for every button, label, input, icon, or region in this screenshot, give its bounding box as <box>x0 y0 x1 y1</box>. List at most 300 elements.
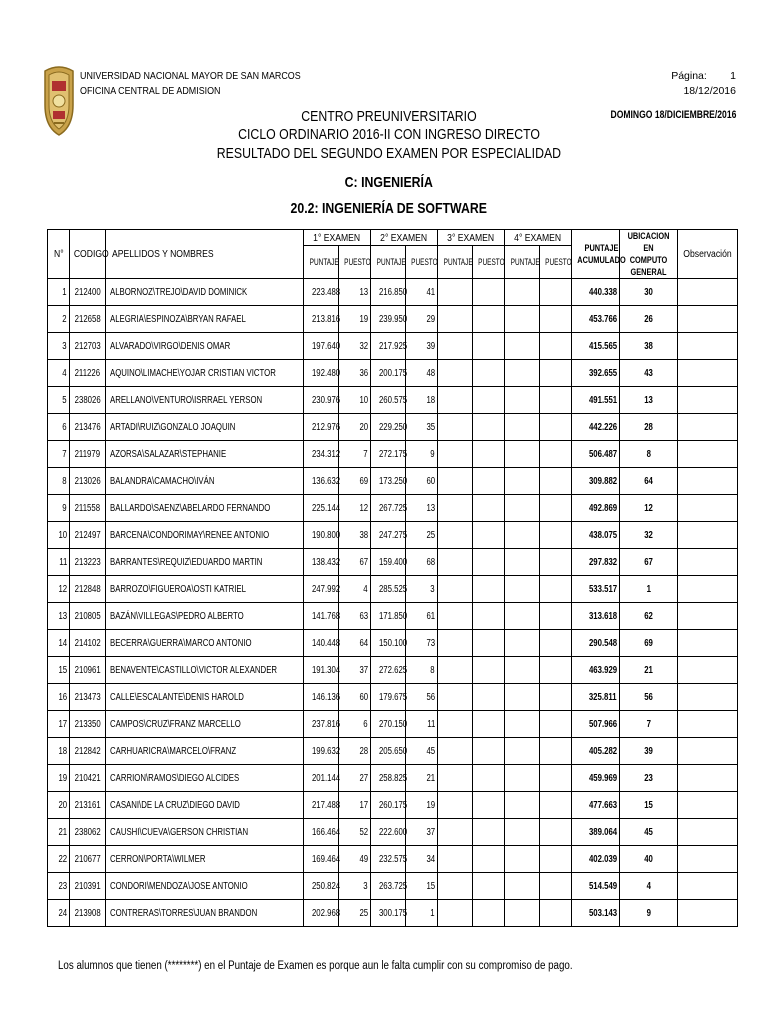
general-ranking-cell: 26 <box>620 306 678 333</box>
observation-cell <box>678 468 738 495</box>
general-ranking-cell: 1 <box>620 576 678 603</box>
exam3-score-cell <box>438 630 473 657</box>
col-header-exam3: 3° EXAMEN <box>438 230 505 246</box>
exam4-position-cell <box>540 306 572 333</box>
observation-cell <box>678 792 738 819</box>
row-number-cell: 4 <box>48 360 70 387</box>
row-number-cell: 21 <box>48 819 70 846</box>
student-code-cell: 210677 <box>70 846 106 873</box>
exam4-position-cell <box>540 900 572 927</box>
exam1-position-cell: 7 <box>339 441 371 468</box>
exam3-position-cell <box>473 549 505 576</box>
table-row <box>48 468 738 495</box>
student-code-cell: 212400 <box>70 279 106 306</box>
title-cycle: CICLO ORDINARIO 2016-II CON INGRESO DIRECTO <box>238 126 540 143</box>
general-ranking-cell: 67 <box>620 549 678 576</box>
table-row <box>48 576 738 603</box>
exam2-score-cell: 247.275 <box>371 522 406 549</box>
student-code-cell: 213476 <box>70 414 106 441</box>
general-ranking-cell: 69 <box>620 630 678 657</box>
accumulated-score-cell: 313.618 <box>572 603 620 630</box>
exam4-score-cell <box>505 360 540 387</box>
exam4-position-cell <box>540 387 572 414</box>
student-name-cell: ALEGRIA\ESPINOZA\BRYAN RAFAEL <box>106 306 304 333</box>
general-ranking-cell: 39 <box>620 738 678 765</box>
exam1-score-cell: 234.312 <box>304 441 339 468</box>
accumulated-score-cell: 290.548 <box>572 630 620 657</box>
exam2-position-cell: 37 <box>406 819 438 846</box>
exam3-position-cell <box>473 603 505 630</box>
student-code-cell: 212842 <box>70 738 106 765</box>
general-ranking-cell: 13 <box>620 387 678 414</box>
exam4-score-cell <box>505 630 540 657</box>
exam3-score-cell <box>438 792 473 819</box>
table-row <box>48 630 738 657</box>
exam1-position-cell: 10 <box>339 387 371 414</box>
exam2-score-cell: 171.850 <box>371 603 406 630</box>
title-result: RESULTADO DEL SEGUNDO EXAMEN POR ESPECIALIDAD <box>216 145 562 162</box>
subheader-score-1: PUNTAJE <box>304 246 339 279</box>
exam4-position-cell <box>540 279 572 306</box>
student-name-cell: ALBORNOZ\TREJO\DAVID DOMINICK <box>106 279 304 306</box>
exam4-score-cell <box>505 306 540 333</box>
exam3-position-cell <box>473 522 505 549</box>
accumulated-score-cell: 491.551 <box>572 387 620 414</box>
exam1-position-cell: 60 <box>339 684 371 711</box>
exam4-position-cell <box>540 549 572 576</box>
exam2-position-cell: 8 <box>406 657 438 684</box>
exam3-score-cell <box>438 468 473 495</box>
exam1-score-cell: 140.448 <box>304 630 339 657</box>
row-number-cell: 14 <box>48 630 70 657</box>
table-row <box>48 495 738 522</box>
general-ranking-cell: 23 <box>620 765 678 792</box>
exam3-position-cell <box>473 765 505 792</box>
exam2-position-cell: 19 <box>406 792 438 819</box>
accumulated-score-cell: 533.517 <box>572 576 620 603</box>
exam4-position-cell <box>540 711 572 738</box>
exam3-position-cell <box>473 468 505 495</box>
observation-cell <box>678 900 738 927</box>
general-ranking-cell: 9 <box>620 900 678 927</box>
exam1-score-cell: 169.464 <box>304 846 339 873</box>
row-number-cell: 13 <box>48 603 70 630</box>
exam2-score-cell: 173.250 <box>371 468 406 495</box>
accumulated-score-cell: 438.075 <box>572 522 620 549</box>
exam1-score-cell: 212.976 <box>304 414 339 441</box>
student-code-cell: 213908 <box>70 900 106 927</box>
exam4-position-cell <box>540 576 572 603</box>
exam3-position-cell <box>473 441 505 468</box>
exam2-score-cell: 267.725 <box>371 495 406 522</box>
exam2-score-cell: 260.175 <box>371 792 406 819</box>
general-ranking-cell: 62 <box>620 603 678 630</box>
exam1-position-cell: 12 <box>339 495 371 522</box>
student-code-cell: 211979 <box>70 441 106 468</box>
table-row <box>48 900 738 927</box>
exam1-score-cell: 197.640 <box>304 333 339 360</box>
row-number-cell: 6 <box>48 414 70 441</box>
student-code-cell: 210421 <box>70 765 106 792</box>
student-name-cell: CONTRERAS\TORRES\JUAN BRANDON <box>106 900 304 927</box>
accumulated-score-cell: 402.039 <box>572 846 620 873</box>
exam4-score-cell <box>505 468 540 495</box>
student-name-cell: CAMPOS\CRUZ\FRANZ MARCELLO <box>106 711 304 738</box>
row-number-cell: 5 <box>48 387 70 414</box>
exam1-score-cell: 202.968 <box>304 900 339 927</box>
col-header-accum: PUNTAJE ACUMULADO <box>572 230 620 279</box>
exam3-score-cell <box>438 387 473 414</box>
exam3-position-cell <box>473 819 505 846</box>
table-row <box>48 819 738 846</box>
table-row <box>48 846 738 873</box>
exam1-position-cell: 64 <box>339 630 371 657</box>
accumulated-score-cell: 514.549 <box>572 873 620 900</box>
exam2-position-cell: 35 <box>406 414 438 441</box>
general-ranking-cell: 12 <box>620 495 678 522</box>
table-row <box>48 333 738 360</box>
exam2-score-cell: 200.175 <box>371 360 406 387</box>
exam1-position-cell: 25 <box>339 900 371 927</box>
observation-cell <box>678 738 738 765</box>
subheader-score-2: PUNTAJE <box>371 246 406 279</box>
exam4-score-cell <box>505 495 540 522</box>
exam2-position-cell: 9 <box>406 441 438 468</box>
exam4-score-cell <box>505 900 540 927</box>
student-name-cell: BARCENA\CONDORIMAY\RENEE ANTONIO <box>106 522 304 549</box>
observation-cell <box>678 765 738 792</box>
exam1-position-cell: 20 <box>339 414 371 441</box>
accumulated-score-cell: 325.811 <box>572 684 620 711</box>
exam2-score-cell: 150.100 <box>371 630 406 657</box>
exam3-score-cell <box>438 414 473 441</box>
exam2-score-cell: 179.675 <box>371 684 406 711</box>
student-name-cell: BENAVENTE\CASTILLO\VICTOR ALEXANDER <box>106 657 304 684</box>
col-header-ranking: UBICACION EN COMPUTO GENERAL <box>620 230 678 279</box>
exam1-position-cell: 37 <box>339 657 371 684</box>
row-number-cell: 2 <box>48 306 70 333</box>
exam2-position-cell: 29 <box>406 306 438 333</box>
row-number-cell: 20 <box>48 792 70 819</box>
exam4-score-cell <box>505 549 540 576</box>
accumulated-score-cell: 506.487 <box>572 441 620 468</box>
observation-cell <box>678 360 738 387</box>
subheader-position-2: PUESTO <box>406 246 438 279</box>
exam3-score-cell <box>438 711 473 738</box>
student-code-cell: 212848 <box>70 576 106 603</box>
exam2-score-cell: 232.575 <box>371 846 406 873</box>
exam2-score-cell: 272.625 <box>371 657 406 684</box>
exam3-position-cell <box>473 738 505 765</box>
student-code-cell: 213161 <box>70 792 106 819</box>
exam2-score-cell: 159.400 <box>371 549 406 576</box>
observation-cell <box>678 711 738 738</box>
row-number-cell: 1 <box>48 279 70 306</box>
student-code-cell: 210805 <box>70 603 106 630</box>
exam4-position-cell <box>540 765 572 792</box>
general-ranking-cell: 40 <box>620 846 678 873</box>
student-name-cell: BALANDRA\CAMACHO\IVÁN <box>106 468 304 495</box>
exam2-position-cell: 41 <box>406 279 438 306</box>
observation-cell <box>678 819 738 846</box>
exam3-score-cell <box>438 684 473 711</box>
subheader-score-4: PUNTAJE <box>505 246 540 279</box>
table-row <box>48 792 738 819</box>
exam4-score-cell <box>505 684 540 711</box>
exam2-position-cell: 11 <box>406 711 438 738</box>
exam3-score-cell <box>438 279 473 306</box>
exam1-score-cell: 230.976 <box>304 387 339 414</box>
general-ranking-cell: 4 <box>620 873 678 900</box>
table-row <box>48 657 738 684</box>
exam-date: DOMINGO 18/DICIEMBRE/2016 <box>610 109 736 121</box>
general-ranking-cell: 32 <box>620 522 678 549</box>
exam1-score-cell: 201.144 <box>304 765 339 792</box>
student-code-cell: 238062 <box>70 819 106 846</box>
table-row <box>48 522 738 549</box>
col-header-n: N° <box>48 230 70 279</box>
subheader-score-3: PUNTAJE <box>438 246 473 279</box>
student-name-cell: BALLARDO\SAENZ\ABELARDO FERNANDO <box>106 495 304 522</box>
general-ranking-cell: 38 <box>620 333 678 360</box>
exam2-position-cell: 61 <box>406 603 438 630</box>
results-table <box>47 229 738 927</box>
observation-cell <box>678 333 738 360</box>
exam1-position-cell: 3 <box>339 873 371 900</box>
table-row <box>48 279 738 306</box>
exam4-position-cell <box>540 738 572 765</box>
exam4-position-cell <box>540 333 572 360</box>
student-name-cell: BECERRA\GUERRA\MARCO ANTONIO <box>106 630 304 657</box>
exam1-position-cell: 67 <box>339 549 371 576</box>
student-code-cell: 213473 <box>70 684 106 711</box>
exam1-position-cell: 69 <box>339 468 371 495</box>
exam4-position-cell <box>540 657 572 684</box>
exam3-position-cell <box>473 711 505 738</box>
student-code-cell: 211226 <box>70 360 106 387</box>
exam1-position-cell: 49 <box>339 846 371 873</box>
exam4-score-cell <box>505 738 540 765</box>
student-code-cell: 210391 <box>70 873 106 900</box>
exam3-position-cell <box>473 279 505 306</box>
exam1-score-cell: 146.136 <box>304 684 339 711</box>
exam1-position-cell: 52 <box>339 819 371 846</box>
exam4-score-cell <box>505 765 540 792</box>
exam2-position-cell: 39 <box>406 333 438 360</box>
general-ranking-cell: 8 <box>620 441 678 468</box>
exam1-score-cell: 217.488 <box>304 792 339 819</box>
general-ranking-cell: 56 <box>620 684 678 711</box>
exam4-score-cell <box>505 657 540 684</box>
exam4-score-cell <box>505 846 540 873</box>
exam2-position-cell: 25 <box>406 522 438 549</box>
observation-cell <box>678 846 738 873</box>
exam3-position-cell <box>473 495 505 522</box>
exam3-score-cell <box>438 900 473 927</box>
observation-cell <box>678 414 738 441</box>
exam4-score-cell <box>505 792 540 819</box>
row-number-cell: 17 <box>48 711 70 738</box>
accumulated-score-cell: 392.655 <box>572 360 620 387</box>
exam4-score-cell <box>505 387 540 414</box>
exam4-score-cell <box>505 873 540 900</box>
observation-cell <box>678 630 738 657</box>
student-code-cell: 210961 <box>70 657 106 684</box>
observation-cell <box>678 576 738 603</box>
student-name-cell: CAUSHI\CUEVA\GERSON CHRISTIAN <box>106 819 304 846</box>
student-name-cell: ARELLANO\VENTURO\ISRRAEL YERSON <box>106 387 304 414</box>
row-number-cell: 7 <box>48 441 70 468</box>
exam2-position-cell: 73 <box>406 630 438 657</box>
exam2-score-cell: 300.175 <box>371 900 406 927</box>
exam3-score-cell <box>438 873 473 900</box>
accumulated-score-cell: 297.832 <box>572 549 620 576</box>
exam1-position-cell: 19 <box>339 306 371 333</box>
exam2-position-cell: 60 <box>406 468 438 495</box>
row-number-cell: 16 <box>48 684 70 711</box>
exam1-score-cell: 136.632 <box>304 468 339 495</box>
general-ranking-cell: 30 <box>620 279 678 306</box>
accumulated-score-cell: 507.966 <box>572 711 620 738</box>
exam1-position-cell: 32 <box>339 333 371 360</box>
exam3-score-cell <box>438 765 473 792</box>
exam4-score-cell <box>505 333 540 360</box>
student-name-cell: BARRANTES\REQUIZ\EDUARDO MARTIN <box>106 549 304 576</box>
accumulated-score-cell: 459.969 <box>572 765 620 792</box>
exam3-score-cell <box>438 576 473 603</box>
exam2-position-cell: 48 <box>406 360 438 387</box>
exam1-position-cell: 38 <box>339 522 371 549</box>
student-name-cell: ARTADI\RUIZ\GONZALO JOAQUIN <box>106 414 304 441</box>
exam4-score-cell <box>505 441 540 468</box>
row-number-cell: 3 <box>48 333 70 360</box>
title-center: CENTRO PREUNIVERSITARIO <box>301 108 477 125</box>
student-code-cell: 213026 <box>70 468 106 495</box>
exam1-score-cell: 223.488 <box>304 279 339 306</box>
exam4-position-cell <box>540 873 572 900</box>
observation-cell <box>678 603 738 630</box>
exam2-score-cell: 229.250 <box>371 414 406 441</box>
table-row <box>48 414 738 441</box>
table-row <box>48 360 738 387</box>
exam4-position-cell <box>540 603 572 630</box>
student-name-cell: BAZÁN\VILLEGAS\PEDRO ALBERTO <box>106 603 304 630</box>
exam1-score-cell: 225.144 <box>304 495 339 522</box>
student-name-cell: CALLE\ESCALANTE\DENIS HAROLD <box>106 684 304 711</box>
footnote: Los alumnos que tienen (********) en el Puntaje de Examen es porque aun le falta cumplir con su compromiso de pago. <box>58 960 573 972</box>
student-name-cell: ALVARADO\VIRGO\DENIS OMAR <box>106 333 304 360</box>
row-number-cell: 8 <box>48 468 70 495</box>
student-name-cell: AZORSA\SALAZAR\STEPHANIE <box>106 441 304 468</box>
table-row <box>48 684 738 711</box>
observation-cell <box>678 657 738 684</box>
exam3-position-cell <box>473 630 505 657</box>
observation-cell <box>678 684 738 711</box>
exam3-position-cell <box>473 306 505 333</box>
general-ranking-cell: 45 <box>620 819 678 846</box>
exam1-position-cell: 63 <box>339 603 371 630</box>
page-number: 1 <box>730 70 736 82</box>
student-name-cell: CONDORI\MENDOZA\JOSE ANTONIO <box>106 873 304 900</box>
accumulated-score-cell: 405.282 <box>572 738 620 765</box>
row-number-cell: 15 <box>48 657 70 684</box>
exam2-position-cell: 13 <box>406 495 438 522</box>
exam3-score-cell <box>438 603 473 630</box>
accumulated-score-cell: 463.929 <box>572 657 620 684</box>
exam2-score-cell: 222.600 <box>371 819 406 846</box>
accumulated-score-cell: 442.226 <box>572 414 620 441</box>
exam2-position-cell: 56 <box>406 684 438 711</box>
table-row <box>48 873 738 900</box>
exam3-score-cell <box>438 549 473 576</box>
exam2-score-cell: 216.850 <box>371 279 406 306</box>
exam2-position-cell: 15 <box>406 873 438 900</box>
col-header-code: CODIGO <box>70 230 106 279</box>
exam3-position-cell <box>473 576 505 603</box>
exam3-score-cell <box>438 522 473 549</box>
student-code-cell: 212497 <box>70 522 106 549</box>
exam2-score-cell: 260.575 <box>371 387 406 414</box>
observation-cell <box>678 549 738 576</box>
exam4-position-cell <box>540 792 572 819</box>
student-code-cell: 213223 <box>70 549 106 576</box>
exam4-score-cell <box>505 279 540 306</box>
observation-cell <box>678 441 738 468</box>
student-code-cell: 212703 <box>70 333 106 360</box>
general-ranking-cell: 21 <box>620 657 678 684</box>
exam2-score-cell: 263.725 <box>371 873 406 900</box>
exam2-position-cell: 34 <box>406 846 438 873</box>
exam1-score-cell: 250.824 <box>304 873 339 900</box>
exam1-score-cell: 166.464 <box>304 819 339 846</box>
exam4-score-cell <box>505 603 540 630</box>
exam2-score-cell: 205.650 <box>371 738 406 765</box>
exam1-score-cell: 192.480 <box>304 360 339 387</box>
exam3-position-cell <box>473 657 505 684</box>
exam3-score-cell <box>438 495 473 522</box>
exam2-score-cell: 270.150 <box>371 711 406 738</box>
student-name-cell: CARHUARICRA\MARCELO\FRANZ <box>106 738 304 765</box>
observation-cell <box>678 873 738 900</box>
exam1-position-cell: 27 <box>339 765 371 792</box>
exam1-score-cell: 213.816 <box>304 306 339 333</box>
table-row <box>48 738 738 765</box>
exam2-position-cell: 21 <box>406 765 438 792</box>
student-name-cell: BARROZO\FIGUEROA\OSTI KATRIEL <box>106 576 304 603</box>
title-specialty: 20.2: INGENIERÍA DE SOFTWARE <box>290 200 488 217</box>
student-code-cell: 214102 <box>70 630 106 657</box>
exam3-score-cell <box>438 819 473 846</box>
row-number-cell: 10 <box>48 522 70 549</box>
exam1-score-cell: 191.304 <box>304 657 339 684</box>
accumulated-score-cell: 309.882 <box>572 468 620 495</box>
accumulated-score-cell: 477.663 <box>572 792 620 819</box>
exam2-score-cell: 217.925 <box>371 333 406 360</box>
table-row <box>48 387 738 414</box>
exam3-score-cell <box>438 360 473 387</box>
exam2-position-cell: 68 <box>406 549 438 576</box>
exam1-score-cell: 138.432 <box>304 549 339 576</box>
general-ranking-cell: 7 <box>620 711 678 738</box>
observation-cell <box>678 387 738 414</box>
exam1-score-cell: 247.992 <box>304 576 339 603</box>
exam1-score-cell: 190.800 <box>304 522 339 549</box>
general-ranking-cell: 64 <box>620 468 678 495</box>
student-name-cell: CERRON\PORTA\WILMER <box>106 846 304 873</box>
accumulated-score-cell: 453.766 <box>572 306 620 333</box>
col-header-name: APELLIDOS Y NOMBRES <box>106 230 304 279</box>
table-row <box>48 765 738 792</box>
